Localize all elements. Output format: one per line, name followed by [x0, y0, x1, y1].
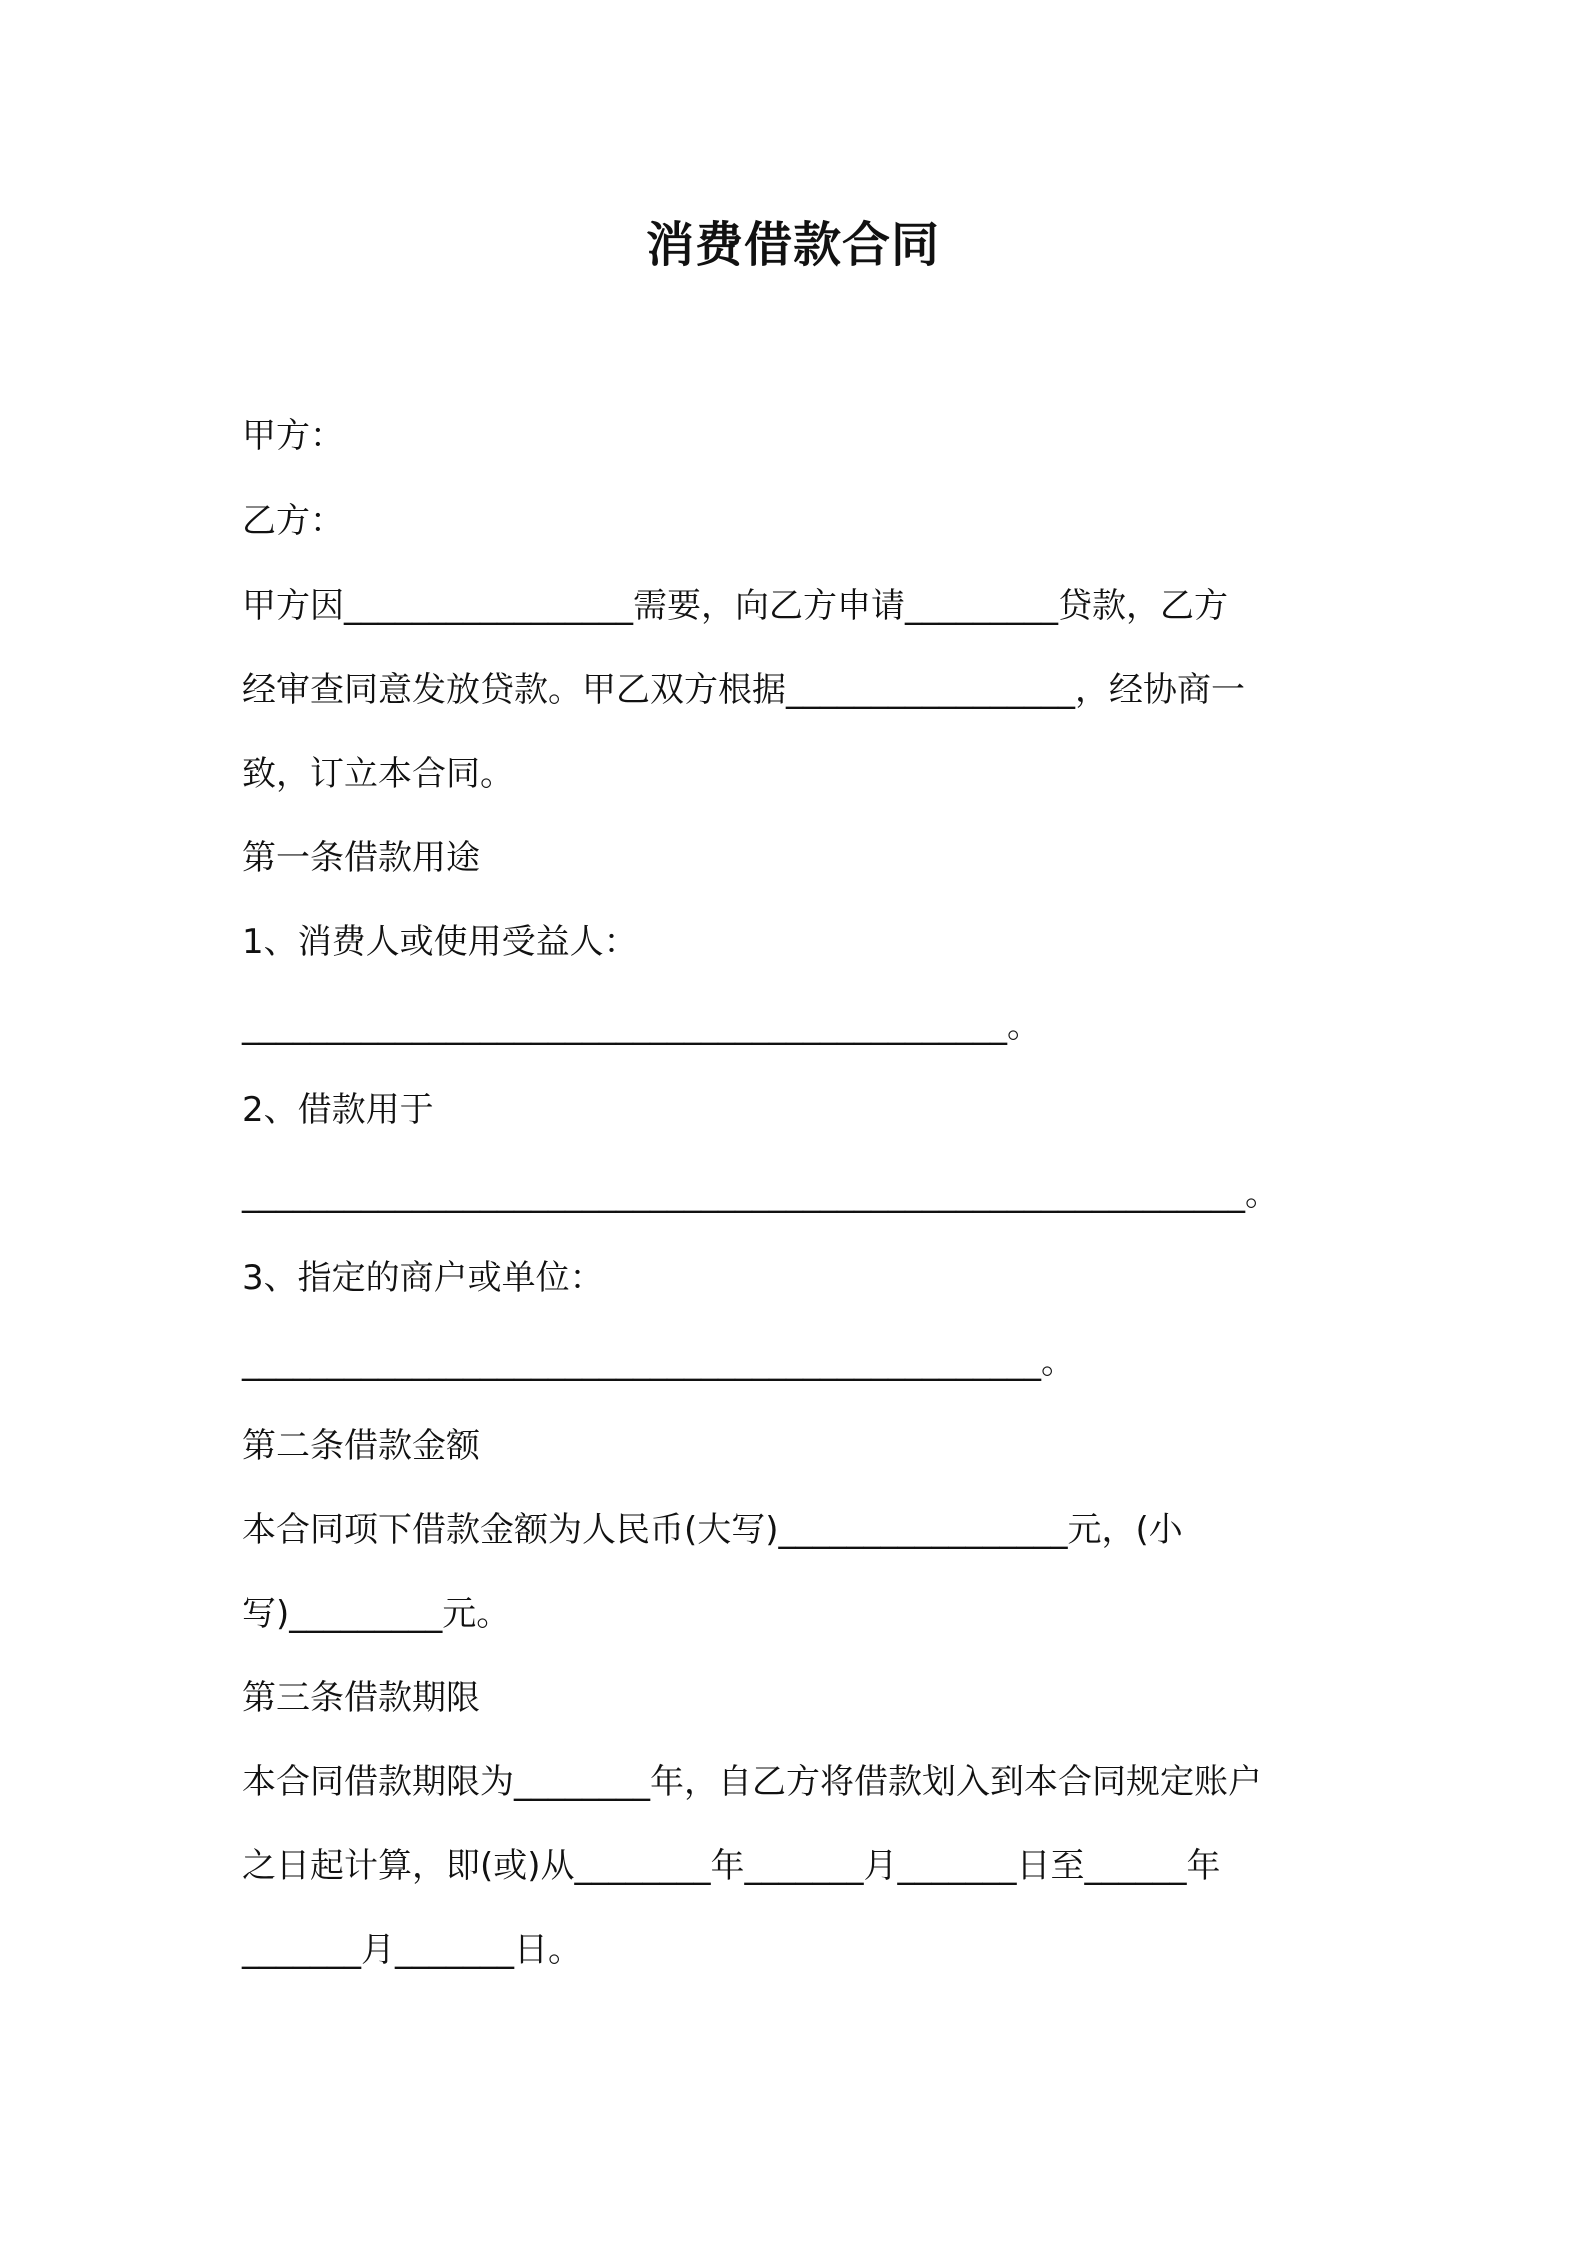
- preamble-line-2: 经审查同意发放贷款。甲乙双方根据_________________，经协商一: [242, 670, 1245, 710]
- article-1-heading: 第一条借款用途: [242, 838, 480, 878]
- party-b-label: 乙方：: [242, 501, 344, 541]
- article-1-item-3-blank: _______________________________________________。: [242, 1342, 1075, 1382]
- article-1-item-2-blank: ___________________________________________________________。: [242, 1174, 1279, 1214]
- party-a-label: 甲方：: [242, 416, 344, 456]
- article-3-line-2: 之日起计算，即(或)从________年_______月_______日至______年: [242, 1846, 1221, 1886]
- preamble-line-1: 甲方因_________________需要，向乙方申请_________贷款，乙方: [242, 586, 1228, 626]
- article-3-heading: 第三条借款期限: [242, 1678, 480, 1718]
- article-2-line-1: 本合同项下借款金额为人民币(大写)_________________元，(小: [242, 1510, 1183, 1550]
- article-1-item-2: 2、借款用于: [242, 1090, 434, 1130]
- article-2-heading: 第二条借款金额: [242, 1426, 480, 1466]
- article-1-item-1: 1、消费人或使用受益人：: [242, 922, 638, 962]
- article-3-line-3: _______月_______日。: [242, 1930, 582, 1970]
- preamble-line-3: 致，订立本合同。: [242, 754, 514, 794]
- article-2-line-2: 写)_________元。: [242, 1594, 511, 1634]
- article-1-item-3: 3、指定的商户或单位：: [242, 1258, 604, 1298]
- article-1-item-1-blank: _____________________________________________。: [242, 1006, 1041, 1046]
- document-title: 消费借款合同: [645, 217, 940, 273]
- article-3-line-1: 本合同借款期限为________年，自乙方将借款划入到本合同规定账户: [242, 1762, 1262, 1802]
